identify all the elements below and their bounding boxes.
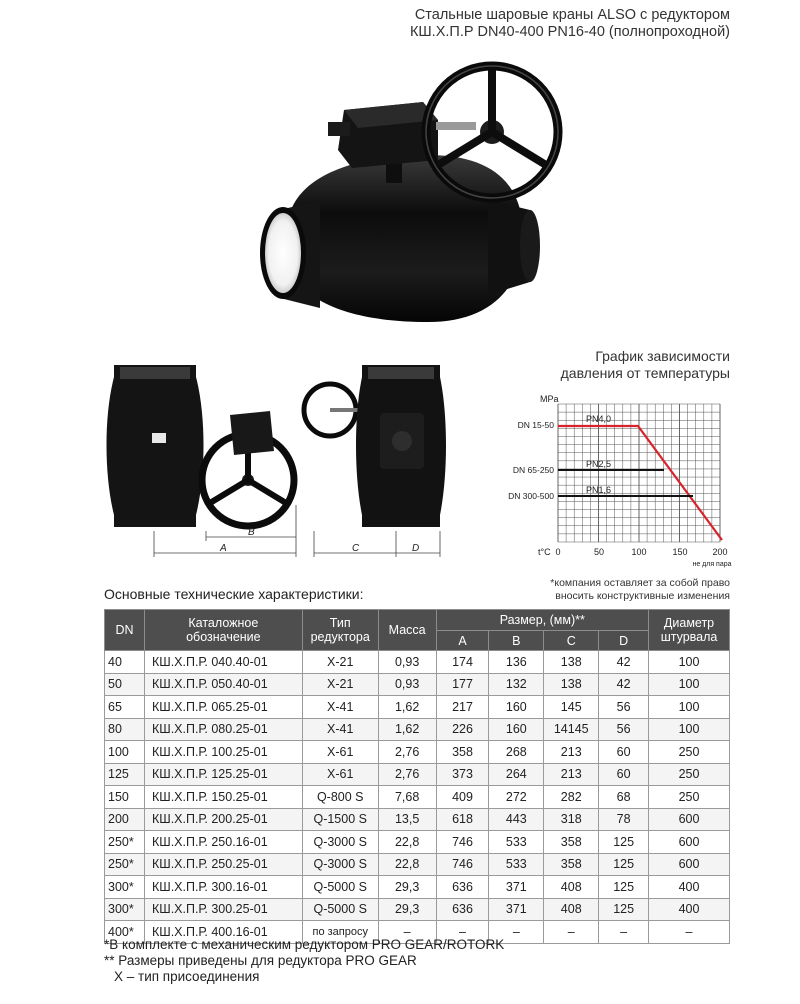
curve-label-pn16: PN1,6 <box>586 485 612 495</box>
cell-dn: 300* <box>105 876 145 899</box>
page-title-line1: Стальные шаровые краны ALSO с редуктором <box>414 7 730 23</box>
dimension-a-label: A <box>220 543 227 554</box>
cell-a: 636 <box>436 876 489 899</box>
dimension-d-label: D <box>412 543 420 554</box>
cell-diam: 250 <box>649 741 730 764</box>
cell-code: КШ.Х.П.Р. 300.16-01 <box>144 876 302 899</box>
cell-code: КШ.Х.П.Р. 250.25-01 <box>144 853 302 876</box>
cell-mass: 22,8 <box>378 831 436 854</box>
cell-b: 371 <box>489 898 544 921</box>
cell-c: – <box>544 921 599 944</box>
pressure-temperature-graph <box>500 382 740 572</box>
cell-dn: 150 <box>105 786 145 809</box>
cell-gear: X-41 <box>302 718 378 741</box>
cell-gear: X-41 <box>302 696 378 719</box>
cell-mass: 22,8 <box>378 853 436 876</box>
cell-c: 408 <box>544 876 599 899</box>
cell-mass: 1,62 <box>378 718 436 741</box>
cell-code: КШ.Х.П.Р. 300.25-01 <box>144 898 302 921</box>
cell-a: 618 <box>436 808 489 831</box>
cell-mass: 0,93 <box>378 673 436 696</box>
header-d: D <box>599 631 649 651</box>
cell-c: 138 <box>544 651 599 674</box>
cell-code: КШ.Х.П.Р. 065.25-01 <box>144 696 302 719</box>
valve-side-view-drawing <box>98 355 308 565</box>
cell-mass: 0,93 <box>378 651 436 674</box>
table-caption: Основные технические характеристики: <box>104 586 364 602</box>
cell-diam: 400 <box>649 876 730 899</box>
cell-b: 443 <box>489 808 544 831</box>
cell-dn: 250* <box>105 853 145 876</box>
cell-diam: 600 <box>649 831 730 854</box>
cell-dn: 250* <box>105 831 145 854</box>
specs-table <box>104 609 730 944</box>
cell-d: 125 <box>599 831 649 854</box>
company-note-line1: *компания оставляет за собой право <box>550 577 730 589</box>
header-b: B <box>489 631 544 651</box>
cell-code: КШ.Х.П.Р. 125.25-01 <box>144 763 302 786</box>
cell-code: КШ.Х.П.Р. 400.16-01 <box>144 921 302 944</box>
graph-row-label-3: DN 300-500 <box>508 491 554 501</box>
cell-d: 56 <box>599 718 649 741</box>
graph-title-line1: График зависимости <box>595 348 730 364</box>
cell-d: 56 <box>599 696 649 719</box>
cell-b: 132 <box>489 673 544 696</box>
header-code-line1: Каталожное <box>188 616 259 630</box>
cell-c: 358 <box>544 831 599 854</box>
cell-diam: – <box>649 921 730 944</box>
cell-diam: 100 <box>649 651 730 674</box>
header-code-line2: обозначение <box>186 630 261 644</box>
table-row <box>105 651 730 674</box>
cell-d: 42 <box>599 651 649 674</box>
header-diam-line1: Диаметр <box>663 616 715 630</box>
cell-gear: Q-5000 S <box>302 876 378 899</box>
cell-b: 160 <box>489 696 544 719</box>
cell-mass: 2,76 <box>378 763 436 786</box>
header-size: Размер, (мм)** <box>436 610 649 631</box>
graph-x-tick-50: 50 <box>593 547 605 557</box>
cell-mass: – <box>378 921 436 944</box>
cell-b: 264 <box>489 763 544 786</box>
table-row <box>105 718 730 741</box>
table-row <box>105 831 730 854</box>
valve-front-view-drawing <box>296 355 446 565</box>
header-code <box>144 610 302 651</box>
cell-diam: 100 <box>649 673 730 696</box>
cell-diam: 600 <box>649 853 730 876</box>
cell-mass: 7,68 <box>378 786 436 809</box>
graph-x-tick-0: 0 <box>555 547 561 557</box>
graph-x-unit: t°C <box>538 547 551 557</box>
cell-gear: Q-3000 S <box>302 853 378 876</box>
cell-code: КШ.Х.П.Р. 250.16-01 <box>144 831 302 854</box>
valve-product-image <box>248 60 608 345</box>
curve-label-pn40: PN4,0 <box>586 414 612 424</box>
footnotes <box>104 937 504 985</box>
cell-b: 371 <box>489 876 544 899</box>
curve-label-pn25: PN2,5 <box>586 459 612 469</box>
cell-code: КШ.Х.П.Р. 200.25-01 <box>144 808 302 831</box>
cell-b: 136 <box>489 651 544 674</box>
cell-mass: 1,62 <box>378 696 436 719</box>
table-row <box>105 673 730 696</box>
table-row <box>105 898 730 921</box>
cell-dn: 125 <box>105 763 145 786</box>
cell-c: 318 <box>544 808 599 831</box>
cell-a: – <box>436 921 489 944</box>
cell-c: 358 <box>544 853 599 876</box>
cell-dn: 65 <box>105 696 145 719</box>
cell-a: 636 <box>436 898 489 921</box>
cell-a: 373 <box>436 763 489 786</box>
cell-a: 746 <box>436 831 489 854</box>
cell-gear: Q-1500 S <box>302 808 378 831</box>
cell-c: 138 <box>544 673 599 696</box>
cell-gear: X-61 <box>302 763 378 786</box>
cell-d: – <box>599 921 649 944</box>
cell-a: 409 <box>436 786 489 809</box>
footnote-3: X – тип присоединения <box>114 969 260 984</box>
cell-a: 358 <box>436 741 489 764</box>
cell-gear: Q-5000 S <box>302 898 378 921</box>
graph-x-tick-150: 150 <box>672 547 688 557</box>
graph-x-note: не для пара <box>692 561 732 568</box>
cell-c: 145 <box>544 696 599 719</box>
cell-diam: 100 <box>649 696 730 719</box>
table-row <box>105 808 730 831</box>
header-mass: Масса <box>378 610 436 651</box>
cell-diam: 100 <box>649 718 730 741</box>
table-row <box>105 696 730 719</box>
cell-dn: 80 <box>105 718 145 741</box>
cell-c: 213 <box>544 763 599 786</box>
table-row <box>105 741 730 764</box>
table-row <box>105 876 730 899</box>
cell-code: КШ.Х.П.Р. 150.25-01 <box>144 786 302 809</box>
company-note <box>550 577 730 603</box>
cell-gear: по запросу <box>302 921 378 944</box>
graph-x-tick-100: 100 <box>631 547 647 557</box>
curve-pn40 <box>558 426 722 540</box>
page-title-line2: КШ.Х.П.Р DN40-400 PN16-40 (полнопроходной) <box>409 24 730 40</box>
cell-dn: 100 <box>105 741 145 764</box>
cell-a: 226 <box>436 718 489 741</box>
header-a: A <box>436 631 489 651</box>
cell-mass: 29,3 <box>378 876 436 899</box>
cell-c: 213 <box>544 741 599 764</box>
cell-a: 746 <box>436 853 489 876</box>
cell-c: 14145 <box>544 718 599 741</box>
cell-diam: 250 <box>649 786 730 809</box>
header-gear-line1: Тип <box>329 616 351 630</box>
cell-code: КШ.Х.П.Р. 050.40-01 <box>144 673 302 696</box>
header-dn: DN <box>105 610 145 651</box>
cell-a: 174 <box>436 651 489 674</box>
cell-b: 272 <box>489 786 544 809</box>
footnote-2: ** Размеры приведены для редуктора PRO GEAR <box>104 953 417 968</box>
header-gear-line2: редуктора <box>310 630 370 644</box>
dimension-c-label: C <box>352 543 360 554</box>
cell-a: 217 <box>436 696 489 719</box>
graph-y-unit: MPa <box>540 394 559 404</box>
cell-b: 533 <box>489 831 544 854</box>
cell-d: 125 <box>599 853 649 876</box>
header-diam-line2: штурвала <box>660 630 718 644</box>
cell-d: 60 <box>599 741 649 764</box>
cell-c: 408 <box>544 898 599 921</box>
cell-gear: X-61 <box>302 741 378 764</box>
cell-d: 78 <box>599 808 649 831</box>
graph-title-line2: давления от температуры <box>560 365 730 381</box>
graph-title <box>561 348 730 382</box>
dimension-b-label: B <box>248 527 255 538</box>
cell-dn: 40 <box>105 651 145 674</box>
cell-d: 42 <box>599 673 649 696</box>
cell-mass: 2,76 <box>378 741 436 764</box>
cell-gear: X-21 <box>302 673 378 696</box>
graph-x-tick-200: 200 <box>712 547 728 557</box>
graph-row-label-2: DN 65-250 <box>512 465 554 475</box>
cell-code: КШ.Х.П.Р. 100.25-01 <box>144 741 302 764</box>
cell-gear: X-21 <box>302 651 378 674</box>
cell-code: КШ.Х.П.Р. 080.25-01 <box>144 718 302 741</box>
cell-dn: 400* <box>105 921 145 944</box>
company-note-line2: вносить конструктивные изменения <box>555 590 730 602</box>
cell-d: 125 <box>599 876 649 899</box>
graph-grid <box>558 404 720 542</box>
cell-a: 177 <box>436 673 489 696</box>
cell-gear: Q-3000 S <box>302 831 378 854</box>
table-row <box>105 853 730 876</box>
cell-mass: 13,5 <box>378 808 436 831</box>
cell-d: 68 <box>599 786 649 809</box>
table-row <box>105 786 730 809</box>
table-row <box>105 763 730 786</box>
cell-dn: 50 <box>105 673 145 696</box>
cell-dn: 200 <box>105 808 145 831</box>
cell-diam: 250 <box>649 763 730 786</box>
graph-row-label-1: DN 15-50 <box>517 420 554 430</box>
cell-d: 60 <box>599 763 649 786</box>
footnote-1: *В комплекте с механическим редуктором PRO GEAR/ROTORK <box>104 937 505 952</box>
cell-code: КШ.Х.П.Р. 040.40-01 <box>144 651 302 674</box>
cell-b: 268 <box>489 741 544 764</box>
header-gear <box>302 610 378 651</box>
cell-dn: 300* <box>105 898 145 921</box>
cell-d: 125 <box>599 898 649 921</box>
cell-mass: 29,3 <box>378 898 436 921</box>
cell-diam: 600 <box>649 808 730 831</box>
cell-b: 533 <box>489 853 544 876</box>
cell-b: 160 <box>489 718 544 741</box>
header-diam <box>649 610 730 651</box>
header-c: C <box>544 631 599 651</box>
cell-b: – <box>489 921 544 944</box>
cell-c: 282 <box>544 786 599 809</box>
cell-gear: Q-800 S <box>302 786 378 809</box>
specs-table-body <box>105 651 730 944</box>
cell-diam: 400 <box>649 898 730 921</box>
